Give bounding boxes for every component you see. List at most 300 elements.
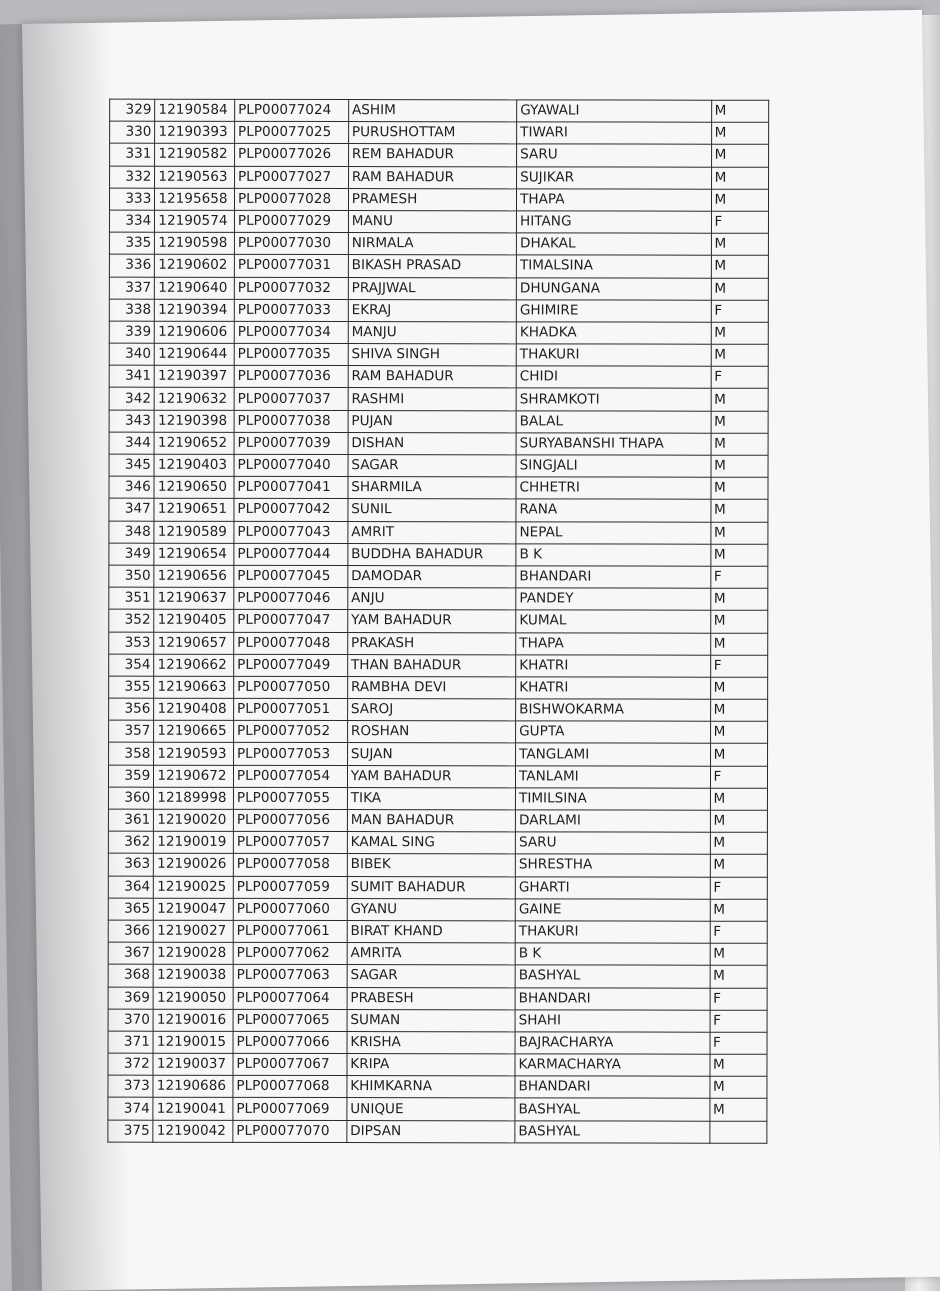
serial-number-cell: 361 <box>108 809 153 831</box>
registration-code-cell: PLP00077051 <box>234 698 348 720</box>
table-row <box>108 876 767 899</box>
last-name-cell: TIMILSINA <box>516 788 711 811</box>
student-id-cell: 12190050 <box>153 987 233 1009</box>
student-id-cell: 12190037 <box>153 1053 233 1075</box>
serial-number-cell: 339 <box>109 321 154 343</box>
last-name-cell: BALAL <box>516 410 711 433</box>
student-id-cell: 12190651 <box>154 499 234 521</box>
table-row <box>109 299 768 322</box>
student-id-cell: 12190563 <box>155 166 235 188</box>
student-id-cell: 12190393 <box>155 121 235 143</box>
last-name-cell: GAINE <box>515 899 710 922</box>
gender-cell: F <box>711 300 769 322</box>
table-row <box>109 676 768 699</box>
first-name-cell: PRAJJWAL <box>348 277 516 299</box>
gender-cell: M <box>710 788 768 810</box>
registration-code-cell: PLP00077038 <box>234 410 348 432</box>
first-name-cell: PUJAN <box>348 410 516 432</box>
table-row <box>109 410 768 433</box>
first-name-cell: PRABESH <box>347 987 515 1009</box>
first-name-cell: ANJU <box>348 588 516 610</box>
registration-code-cell: PLP00077061 <box>233 920 347 942</box>
serial-number-cell: 332 <box>110 166 155 188</box>
serial-number-cell: 345 <box>109 454 154 476</box>
last-name-cell: KARMACHARYA <box>515 1054 710 1077</box>
registration-code-cell: PLP00077037 <box>234 388 348 410</box>
last-name-cell: TANLAMI <box>516 765 711 788</box>
serial-number-cell: 366 <box>108 920 153 942</box>
student-id-cell: 12190672 <box>154 765 234 787</box>
gender-cell: F <box>710 988 768 1010</box>
serial-number-cell: 331 <box>110 144 155 166</box>
student-id-cell: 12190020 <box>154 809 234 831</box>
student-id-cell: 12190662 <box>154 654 234 676</box>
student-id-cell: 12190593 <box>154 743 234 765</box>
table-row <box>109 698 768 721</box>
serial-number-cell: 329 <box>110 99 155 121</box>
serial-number-cell: 335 <box>109 232 154 254</box>
last-name-cell: SURYABANSHI THAPA <box>516 433 711 456</box>
last-name-cell: SARU <box>515 832 710 855</box>
serial-number-cell: 359 <box>108 765 153 787</box>
student-id-cell: 12190665 <box>154 720 234 742</box>
registration-code-cell: PLP00077052 <box>233 721 347 743</box>
first-name-cell: REM BAHADUR <box>348 144 516 166</box>
registration-code-cell: PLP00077056 <box>233 809 347 831</box>
gender-cell: F <box>710 655 768 677</box>
first-name-cell: DAMODAR <box>348 565 516 587</box>
first-name-cell: SAGAR <box>348 455 516 477</box>
student-id-cell: 12190026 <box>154 854 234 876</box>
last-name-cell: GYAWALI <box>517 100 712 123</box>
serial-number-cell: 369 <box>108 987 153 1009</box>
serial-number-cell: 337 <box>109 277 154 299</box>
serial-number-cell: 375 <box>108 1120 153 1142</box>
gender-cell: M <box>711 145 769 167</box>
student-id-cell: 12190028 <box>154 942 234 964</box>
registration-code-cell: PLP00077062 <box>233 942 347 964</box>
gender-cell: M <box>710 810 768 832</box>
first-name-cell: EKRAJ <box>348 299 516 321</box>
serial-number-cell: 367 <box>108 942 153 964</box>
first-name-cell: KHIMKARNA <box>347 1076 515 1098</box>
last-name-cell: SHAHI <box>515 1010 710 1033</box>
registration-code-cell: PLP00077068 <box>233 1076 347 1098</box>
last-name-cell: GUPTA <box>516 721 711 744</box>
student-id-cell: 12190606 <box>155 321 235 343</box>
gender-cell: M <box>710 899 768 921</box>
serial-number-cell: 372 <box>108 1053 153 1075</box>
student-id-cell: 12190657 <box>154 632 234 654</box>
serial-number-cell: 352 <box>109 609 154 631</box>
first-name-cell: UNIQUE <box>347 1098 515 1120</box>
gender-cell: F <box>711 366 769 388</box>
first-name-cell: RAM BAHADUR <box>348 166 516 188</box>
registration-code-cell: PLP00077069 <box>233 1098 347 1120</box>
student-id-cell: 12190589 <box>154 521 234 543</box>
last-name-cell: BHANDARI <box>515 987 710 1010</box>
student-id-cell: 12190584 <box>155 99 235 121</box>
student-id-cell: 12190632 <box>154 388 234 410</box>
registration-code-cell: PLP00077043 <box>234 521 348 543</box>
gender-cell: M <box>711 256 769 278</box>
gender-cell: M <box>710 699 768 721</box>
student-id-cell: 12190408 <box>154 698 234 720</box>
gender-cell: M <box>710 966 768 988</box>
last-name-cell: THAKURI <box>515 921 710 944</box>
last-name-cell: BHANDARI <box>516 566 711 589</box>
student-id-cell: 12190403 <box>154 454 234 476</box>
table-row <box>108 809 767 832</box>
serial-number-cell: 370 <box>108 1009 153 1031</box>
gender-cell: M <box>711 278 769 300</box>
registration-code-cell: PLP00077028 <box>234 188 348 210</box>
first-name-cell: KRIPA <box>347 1054 515 1076</box>
student-id-cell: 12189998 <box>154 787 234 809</box>
student-id-cell: 12190397 <box>155 365 235 387</box>
records-table-body <box>108 99 769 1143</box>
student-id-cell: 12190025 <box>154 876 234 898</box>
first-name-cell: BIKASH PRASAD <box>348 255 516 277</box>
registration-code-cell: PLP00077033 <box>234 299 348 321</box>
serial-number-cell: 350 <box>109 565 154 587</box>
first-name-cell: SHARMILA <box>348 477 516 499</box>
table-row <box>109 565 768 588</box>
records-table <box>107 99 769 1144</box>
table-row <box>110 121 769 144</box>
first-name-cell: BIRAT KHAND <box>347 920 515 942</box>
serial-number-cell: 364 <box>108 876 153 898</box>
last-name-cell: TANGLAMI <box>516 743 711 766</box>
registration-code-cell: PLP00077067 <box>233 1053 347 1075</box>
registration-code-cell: PLP00077041 <box>234 477 348 499</box>
first-name-cell: MAN BAHADUR <box>347 810 515 832</box>
last-name-cell: KHATRI <box>516 655 711 678</box>
gender-cell: M <box>711 167 769 189</box>
gender-cell: F <box>710 1010 768 1032</box>
registration-code-cell: PLP00077057 <box>233 832 347 854</box>
first-name-cell: PRAKASH <box>348 632 516 654</box>
registration-code-cell: PLP00077031 <box>234 255 348 277</box>
table-row <box>108 1098 767 1121</box>
gender-cell: M <box>710 832 768 854</box>
registration-code-cell: PLP00077026 <box>235 144 349 166</box>
registration-code-cell: PLP00077065 <box>233 1009 347 1031</box>
last-name-cell: SUJIKAR <box>517 166 712 189</box>
gender-cell: F <box>710 1032 768 1054</box>
table-row <box>109 587 768 610</box>
serial-number-cell: 340 <box>109 343 154 365</box>
last-name-cell: RANA <box>516 499 711 522</box>
first-name-cell: AMRITA <box>347 943 515 965</box>
registration-code-cell: PLP00077035 <box>234 343 348 365</box>
last-name-cell: HITANG <box>517 211 712 234</box>
first-name-cell: KRISHA <box>347 1031 515 1053</box>
table-row <box>108 1009 767 1032</box>
registration-code-cell: PLP00077064 <box>233 987 347 1009</box>
serial-number-cell: 365 <box>108 898 153 920</box>
gender-cell: M <box>710 855 768 877</box>
last-name-cell: THAPA <box>517 189 712 212</box>
table-row <box>108 787 767 810</box>
student-id-cell: 12190652 <box>154 432 234 454</box>
gender-cell: F <box>710 766 768 788</box>
registration-code-cell: PLP00077039 <box>234 432 348 454</box>
first-name-cell: SAGAR <box>347 965 515 987</box>
last-name-cell: CHIDI <box>516 366 711 389</box>
last-name-cell: GHARTI <box>515 876 710 899</box>
gender-cell: M <box>710 544 768 566</box>
serial-number-cell: 343 <box>109 410 154 432</box>
first-name-cell: PURUSHOTTAM <box>348 122 516 144</box>
registration-code-cell: PLP00077054 <box>233 765 347 787</box>
serial-number-cell: 371 <box>108 1031 153 1053</box>
first-name-cell: SUMIT BAHADUR <box>347 876 515 898</box>
registration-code-cell: PLP00077046 <box>234 587 348 609</box>
student-id-cell: 12190041 <box>153 1098 233 1120</box>
serial-number-cell: 346 <box>109 476 154 498</box>
student-id-cell: 12195658 <box>155 188 235 210</box>
gender-cell: M <box>711 433 769 455</box>
student-id-cell: 12190686 <box>153 1075 233 1097</box>
first-name-cell: RAM BAHADUR <box>348 366 516 388</box>
registration-code-cell: PLP00077040 <box>234 454 348 476</box>
student-id-cell: 12190574 <box>155 210 235 232</box>
student-id-cell: 12190598 <box>155 232 235 254</box>
table-row <box>108 942 767 965</box>
table-row <box>108 1075 767 1098</box>
table-row <box>109 632 768 655</box>
serial-number-cell: 354 <box>109 654 154 676</box>
gender-cell: M <box>710 721 768 743</box>
last-name-cell: DARLAMI <box>515 810 710 833</box>
first-name-cell: RAMBHA DEVI <box>347 676 515 698</box>
last-name-cell: BHANDARI <box>515 1076 710 1099</box>
serial-number-cell: 356 <box>109 698 154 720</box>
registration-code-cell: PLP00077025 <box>235 122 349 144</box>
first-name-cell: GYANU <box>347 898 515 920</box>
student-id-cell: 12190640 <box>155 277 235 299</box>
registration-code-cell: PLP00077045 <box>234 565 348 587</box>
gender-cell: M <box>711 233 769 255</box>
gender-cell: M <box>710 500 768 522</box>
registration-code-cell: PLP00077042 <box>234 499 348 521</box>
student-id-cell: 12190047 <box>154 898 234 920</box>
student-id-cell: 12190637 <box>154 587 234 609</box>
last-name-cell: BISHWOKARMA <box>516 699 711 722</box>
serial-number-cell: 368 <box>108 964 153 986</box>
serial-number-cell: 344 <box>109 432 154 454</box>
table-row <box>109 254 768 277</box>
first-name-cell: MANU <box>348 210 516 232</box>
serial-number-cell: 341 <box>109 365 154 387</box>
gender-cell: M <box>711 100 769 122</box>
table-row <box>109 232 768 255</box>
gender-cell: M <box>710 588 768 610</box>
student-id-cell: 12190027 <box>154 920 234 942</box>
gender-cell: M <box>710 677 768 699</box>
last-name-cell: BASHYAL <box>515 1098 710 1121</box>
student-id-cell: 12190656 <box>154 565 234 587</box>
first-name-cell: SAROJ <box>347 699 515 721</box>
table-row <box>109 476 768 499</box>
last-name-cell: SINGJALI <box>516 455 711 478</box>
registration-code-cell: PLP00077030 <box>234 232 348 254</box>
table-row <box>109 277 768 300</box>
table-row <box>109 210 768 233</box>
serial-number-cell: 342 <box>109 388 154 410</box>
table-row <box>108 1120 767 1143</box>
table-row <box>108 898 767 921</box>
last-name-cell: CHHETRI <box>516 477 711 500</box>
gender-cell: M <box>711 477 769 499</box>
last-name-cell: KUMAL <box>516 610 711 633</box>
student-id-cell: 12190038 <box>153 965 233 987</box>
serial-number-cell: 373 <box>108 1075 153 1097</box>
last-name-cell: BASHYAL <box>515 965 710 988</box>
last-name-cell: SHRAMKOTI <box>516 388 711 411</box>
student-id-cell: 12190394 <box>155 299 235 321</box>
gender-cell: F <box>710 921 768 943</box>
first-name-cell: SUNIL <box>348 499 516 521</box>
table-row <box>109 720 768 743</box>
last-name-cell: KHADKA <box>516 322 711 345</box>
table-row <box>109 521 768 544</box>
gender-cell: M <box>709 1099 767 1121</box>
gender-cell: M <box>711 411 769 433</box>
first-name-cell: SUMAN <box>347 1009 515 1031</box>
last-name-cell: GHIMIRE <box>516 300 711 323</box>
serial-number-cell: 358 <box>109 743 154 765</box>
student-id-cell: 12190016 <box>153 1009 233 1031</box>
table-row <box>108 831 767 854</box>
student-id-cell: 12190663 <box>154 676 234 698</box>
document-page <box>22 10 940 1291</box>
table-row <box>109 321 768 344</box>
gender-cell: M <box>709 1076 767 1098</box>
first-name-cell: PRAMESH <box>348 188 516 210</box>
serial-number-cell: 348 <box>109 521 154 543</box>
first-name-cell: NIRMALA <box>348 233 516 255</box>
first-name-cell: ROSHAN <box>347 721 515 743</box>
student-id-cell: 12190650 <box>154 476 234 498</box>
serial-number-cell: 362 <box>108 831 153 853</box>
serial-number-cell: 355 <box>109 676 154 698</box>
gender-cell: M <box>711 322 769 344</box>
table-row <box>109 454 768 477</box>
first-name-cell: BIBEK <box>347 854 515 876</box>
serial-number-cell: 349 <box>109 543 154 565</box>
registration-code-cell: PLP00077058 <box>233 854 347 876</box>
last-name-cell: NEPAL <box>516 521 711 544</box>
serial-number-cell: 357 <box>109 720 154 742</box>
first-name-cell: AMRIT <box>348 521 516 543</box>
student-id-cell: 12190582 <box>155 144 235 166</box>
student-id-cell: 12190042 <box>153 1120 233 1142</box>
registration-code-cell: PLP00077047 <box>234 610 348 632</box>
gender-cell <box>709 1121 767 1143</box>
serial-number-cell: 353 <box>109 632 154 654</box>
serial-number-cell: 333 <box>109 188 154 210</box>
registration-code-cell: PLP00077029 <box>234 210 348 232</box>
registration-code-cell: PLP00077034 <box>234 321 348 343</box>
serial-number-cell: 338 <box>109 299 154 321</box>
gender-cell: M <box>710 522 768 544</box>
table-row <box>108 1031 767 1054</box>
gender-cell: M <box>711 389 769 411</box>
registration-code-cell: PLP00077059 <box>233 876 347 898</box>
gender-cell: M <box>710 633 768 655</box>
serial-number-cell: 347 <box>109 499 154 521</box>
gender-cell: F <box>710 566 768 588</box>
serial-number-cell: 330 <box>110 121 155 143</box>
registration-code-cell: PLP00077063 <box>233 965 347 987</box>
first-name-cell: DISHAN <box>348 432 516 454</box>
table-row <box>110 166 769 189</box>
table-row <box>109 432 768 455</box>
last-name-cell: PANDEY <box>516 588 711 611</box>
registration-code-cell: PLP00077053 <box>233 743 347 765</box>
last-name-cell: DHUNGANA <box>516 277 711 300</box>
student-id-cell: 12190602 <box>155 255 235 277</box>
table-row <box>108 964 767 987</box>
first-name-cell: SHIVA SINGH <box>348 344 516 366</box>
student-id-cell: 12190405 <box>154 610 234 632</box>
gender-cell: M <box>710 1054 768 1076</box>
gender-cell: M <box>710 744 768 766</box>
first-name-cell: ASHIM <box>348 100 516 122</box>
registration-code-cell: PLP00077066 <box>233 1031 347 1053</box>
registration-code-cell: PLP00077024 <box>235 99 349 121</box>
student-id-cell: 12190644 <box>155 343 235 365</box>
gender-cell: M <box>710 611 768 633</box>
registration-code-cell: PLP00077060 <box>233 898 347 920</box>
table-row <box>109 365 768 388</box>
table-row <box>108 920 767 943</box>
gender-cell: M <box>711 455 769 477</box>
registration-code-cell: PLP00077050 <box>234 676 348 698</box>
last-name-cell: B K <box>515 943 710 966</box>
first-name-cell: DIPSAN <box>347 1120 515 1142</box>
registration-code-cell: PLP00077032 <box>234 277 348 299</box>
last-name-cell: THAKURI <box>516 344 711 367</box>
first-name-cell: TIKA <box>347 787 515 809</box>
registration-code-cell: PLP00077055 <box>233 787 347 809</box>
registration-code-cell: PLP00077049 <box>234 654 348 676</box>
table-row <box>109 343 768 366</box>
serial-number-cell: 334 <box>109 210 154 232</box>
last-name-cell: THAPA <box>516 632 711 655</box>
table-container <box>107 99 769 1144</box>
first-name-cell: THAN BAHADUR <box>347 654 515 676</box>
table-row <box>108 1053 767 1076</box>
student-id-cell: 12190398 <box>154 410 234 432</box>
registration-code-cell: PLP00077070 <box>233 1120 347 1142</box>
table-row <box>110 144 769 167</box>
gender-cell: M <box>711 189 769 211</box>
serial-number-cell: 374 <box>108 1098 153 1120</box>
last-name-cell: KHATRI <box>516 677 711 700</box>
serial-number-cell: 360 <box>108 787 153 809</box>
table-row <box>109 654 768 677</box>
table-row <box>109 499 768 522</box>
registration-code-cell: PLP00077027 <box>234 166 348 188</box>
table-row <box>109 388 768 411</box>
table-row <box>108 854 767 877</box>
gender-cell: M <box>711 122 769 144</box>
table-row <box>109 188 768 211</box>
registration-code-cell: PLP00077036 <box>234 366 348 388</box>
